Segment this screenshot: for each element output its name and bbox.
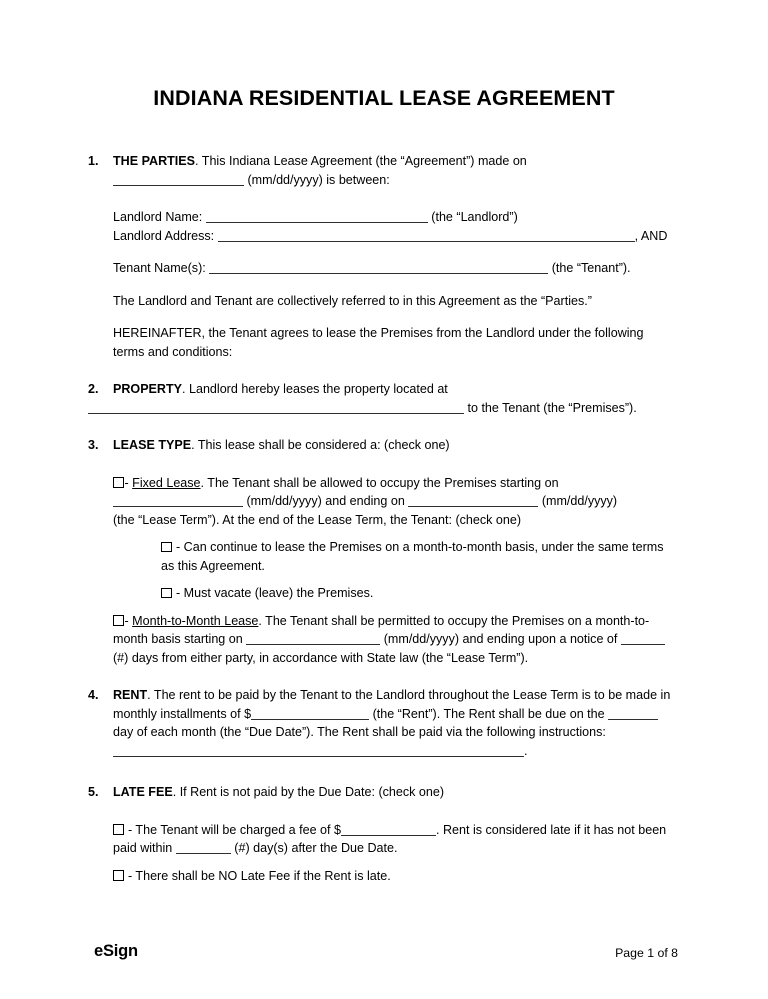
hereinafter-text: HEREINAFTER, the Tenant agrees to lease the Premises from the Landlord under the following terms and conditions: (113, 326, 644, 359)
fixed-lease-sub-options (113, 538, 678, 603)
mtm-text-a: . The Tenant shall be permitted to occupy the Premises on a month-to-month basis starting on (113, 613, 650, 646)
landlord-address-label: Landlord Address: (113, 228, 215, 243)
fixed-lease-text-b: (mm/dd/yyyy) and ending on (246, 494, 405, 508)
landlord-name-row (113, 208, 678, 227)
lease-type-options (88, 474, 678, 668)
tenant-name-blank[interactable] (209, 261, 548, 274)
page-footer (88, 942, 678, 966)
landlord-address-suffix: , AND (634, 228, 668, 243)
month-to-month-lease-option[interactable] (113, 612, 678, 668)
clause-number: 5. (88, 785, 99, 799)
landlord-address-blank[interactable] (218, 229, 635, 242)
esign-logo: eSign (94, 942, 138, 960)
checkbox-icon[interactable] (113, 615, 124, 626)
late-fee-option1-text-c: (#) day(s) after the Due Date. (234, 841, 398, 855)
rent-text-a: . The rent to be paid by the Tenant to the Landlord throughout the Lease Term is to be made in monthly installments of $ (113, 688, 671, 721)
landlord-name-blank[interactable] (206, 210, 428, 223)
clause-heading: LEASE TYPE (113, 438, 192, 452)
clause-late-fee (88, 783, 678, 802)
checkbox-icon[interactable] (161, 588, 172, 599)
late-fee-options (88, 821, 678, 886)
tenant-name-row (113, 259, 678, 278)
clause-heading: THE PARTIES (113, 154, 196, 168)
checkbox-icon[interactable] (113, 824, 124, 835)
rent-text-d: . (524, 743, 528, 758)
late-fee-option1-text-b: . Rent is considered late if it has not been paid within (113, 822, 667, 855)
late-fee-charged-option[interactable] (113, 821, 678, 858)
landlord-name-label: Landlord Name: (113, 210, 203, 224)
vacate-option-text: - Must vacate (leave) the Premises. (176, 586, 374, 600)
property-text-suffix: to the Tenant (the “Premises”). (467, 400, 637, 415)
property-text: . Landlord hereby leases the property located at (182, 382, 448, 396)
page-number: Page 1 of 8 (615, 946, 678, 960)
page-title: INDIANA RESIDENTIAL LEASE AGREEMENT (153, 86, 615, 110)
mtm-label: Month-to-Month Lease (132, 613, 259, 628)
lease-type-text: . This lease shall be considered a: (check one) (191, 438, 450, 452)
tenant-name-label: Tenant Name(s): (113, 261, 206, 275)
fixed-lease-dash: - (124, 475, 133, 490)
document-body (88, 152, 678, 885)
agreement-date-blank[interactable] (113, 173, 244, 186)
late-fee-grace-days-blank[interactable] (176, 841, 231, 854)
mtm-start-date-blank[interactable] (246, 632, 380, 645)
rent-instructions-blank[interactable] (113, 744, 524, 757)
clause-number: 2. (88, 382, 99, 396)
clause-heading: LATE FEE (113, 785, 173, 799)
landlord-name-suffix: (the “Landlord”) (431, 210, 518, 224)
parties-collective-text: The Landlord and Tenant are collectively referred to in this Agreement as the “Parties.” (113, 293, 592, 308)
continue-month-to-month-option[interactable] (161, 538, 678, 575)
fixed-end-date-blank[interactable] (408, 494, 538, 507)
mtm-notice-days-blank[interactable] (621, 632, 665, 645)
clause-heading: RENT (113, 688, 148, 702)
clause-number: 4. (88, 688, 99, 702)
late-fee-amount-blank[interactable] (341, 823, 436, 836)
fixed-lease-text-c: (mm/dd/yyyy) (541, 494, 618, 508)
tenant-name-suffix: (the “Tenant”). (551, 261, 631, 275)
must-vacate-option[interactable] (161, 584, 678, 603)
property-address-blank[interactable] (88, 401, 464, 414)
rent-amount-blank[interactable] (251, 707, 369, 720)
mtm-text-c: (#) days from either party, in accordance with State law (the “Lease Term”). (113, 650, 529, 665)
parties-fields (88, 208, 678, 361)
agreement-date-format: (mm/dd/yyyy) is between: (247, 172, 390, 187)
mtm-dash: - (124, 613, 133, 628)
clause-number: 3. (88, 438, 99, 452)
clause-the-parties (88, 152, 678, 189)
fixed-lease-text-d: (the “Lease Term”). At the end of the Lease Term, the Tenant: (check one) (113, 512, 522, 527)
clause-lease-type (88, 436, 678, 455)
rent-text-c: day of each month (the “Due Date”). The Rent shall be paid via the following instructions: (113, 725, 606, 739)
clause-rent (88, 686, 678, 760)
mtm-text-b: (mm/dd/yyyy) and ending upon a notice of (383, 632, 618, 646)
late-fee-option1-text-a: - The Tenant will be charged a fee of $ (128, 822, 341, 837)
late-fee-text: . If Rent is not paid by the Due Date: (check one) (172, 785, 445, 799)
continue-option-text: - Can continue to lease the Premises on a month-to-month basis, under the same terms as this Agreement. (161, 540, 664, 573)
clause-intro-text: . This Indiana Lease Agreement (the “Agreement”) made on (195, 154, 527, 168)
fixed-lease-option[interactable] (113, 474, 678, 530)
clause-number: 1. (88, 154, 99, 168)
clause-property (88, 380, 678, 399)
checkbox-icon[interactable] (113, 477, 124, 488)
property-address-row (88, 399, 678, 418)
no-late-fee-text: - There shall be NO Late Fee if the Rent is late. (128, 868, 391, 883)
rent-due-day-blank[interactable] (608, 707, 658, 720)
landlord-address-row (113, 227, 678, 246)
checkbox-icon[interactable] (113, 870, 124, 881)
rent-text-b: (the “Rent”). The Rent shall be due on the (372, 706, 605, 721)
clause-heading: PROPERTY (113, 382, 183, 396)
fixed-start-date-blank[interactable] (113, 494, 243, 507)
checkbox-icon[interactable] (161, 542, 172, 553)
fixed-lease-text-a: . The Tenant shall be allowed to occupy the Premises starting on (200, 475, 559, 490)
no-late-fee-option[interactable] (113, 867, 678, 886)
fixed-lease-label: Fixed Lease (132, 475, 201, 490)
